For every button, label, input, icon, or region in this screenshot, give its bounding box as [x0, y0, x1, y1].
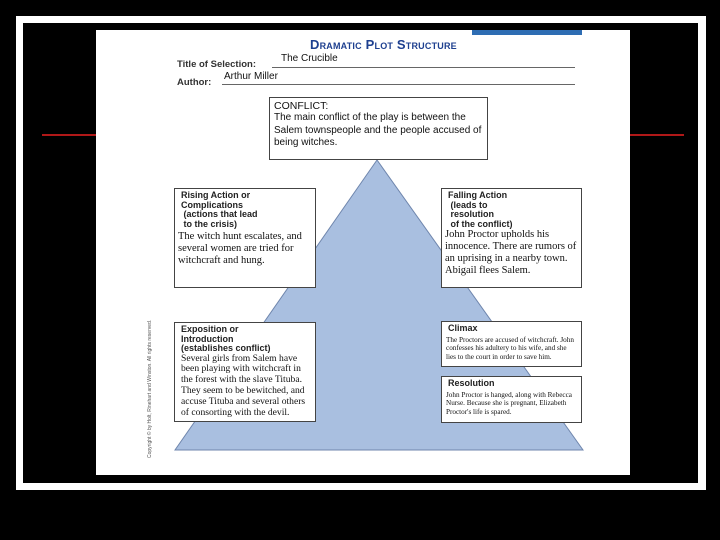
conflict-heading: CONFLICT: [274, 100, 329, 112]
worksheet-title: Dramatic Plot Structure [310, 37, 457, 52]
copyright-notice: Copyright © by Holt, Rinehart and Winston. All rights reserved. [147, 319, 153, 458]
falling-action-text: John Proctor upholds his innocence. There are rumors of an uprising in a nearby town. Abigail flees Salem. [445, 229, 577, 276]
falling-action-box [441, 188, 582, 288]
climax-box [441, 321, 582, 367]
exposition-box [174, 322, 316, 422]
author-label: Author: [177, 77, 212, 88]
rising-action-box [174, 188, 316, 288]
rising-action-text: The witch hunt escalates, and several women are tried for witchcraft and hung. [178, 231, 302, 266]
author-value: Arthur Miller [224, 71, 278, 82]
title-of-selection-label: Title of Selection: [177, 59, 257, 70]
conflict-box [269, 97, 488, 160]
title-of-selection-value: The Crucible [281, 53, 338, 64]
conflict-text: The main conflict of the play is between the Salem townspeople and the people accused of being witches. [274, 112, 482, 148]
exposition-heading: Exposition or Introduction (establishes conflict) [181, 324, 271, 353]
resolution-heading: Resolution [448, 378, 495, 388]
climax-text: The Proctors are accused of witchcraft. John confesses his adultery to his wife, and she lies to the court in order to save him. [446, 335, 574, 361]
rising-action-heading: Rising Action or Complications (actions that lead to the crisis) [181, 190, 258, 229]
resolution-text: John Proctor is hanged, along with Rebecca Nurse. Because she is pregnant, Elizabeth Proctor's life is spared. [446, 390, 572, 416]
falling-action-heading: Falling Action (leads to resolution of the conflict) [448, 190, 513, 229]
climax-heading: Climax [448, 323, 478, 333]
exposition-text: Several girls from Salem have been playing with witchcraft in the forest with the slave Tituba. They seem to be bewitched, and accuse Tituba and several others of consorting with the devil. [181, 352, 306, 419]
resolution-box [441, 376, 582, 423]
